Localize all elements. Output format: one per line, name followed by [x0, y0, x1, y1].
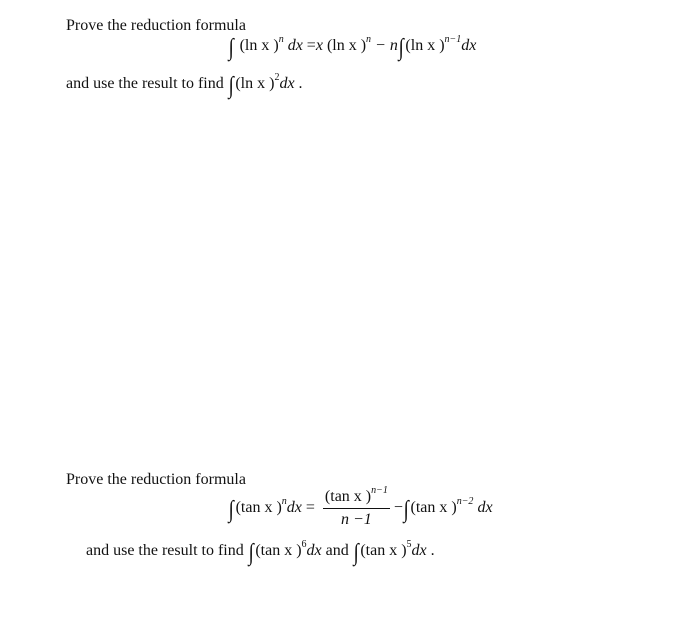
p1-int-dx: dx — [461, 37, 477, 54]
p2-int-power: n−2 — [456, 496, 474, 508]
integral-sign-icon: ∫ — [403, 497, 409, 524]
p1-lhs-power: n — [278, 34, 284, 45]
p2-fraction — [323, 485, 390, 529]
problem2-find-line — [86, 541, 435, 565]
p1-rhs-expr: (ln x ) — [326, 37, 367, 54]
p1-eq: = — [306, 37, 316, 54]
problem1-find-line — [66, 74, 303, 98]
p2-find1-expr: (tan x ) — [255, 542, 302, 559]
problem2-formula — [228, 485, 493, 529]
p1-find-math — [228, 74, 295, 98]
p1-find-dx: dx — [279, 75, 295, 92]
p2-num-power: n−1 — [371, 485, 388, 496]
p2-find2-power: 5 — [406, 539, 412, 550]
integral-sign-icon: ∫ — [398, 35, 404, 61]
p2-fraction-denominator: n −1 — [341, 511, 372, 528]
p2-fraction-numerator — [323, 485, 390, 509]
p1-minus-n: − n — [375, 37, 398, 54]
p1-rhs-coeff: x — [315, 37, 323, 54]
p2-int-expr: (tan x ) — [410, 499, 457, 517]
p2-find1-power: 6 — [301, 539, 307, 550]
p2-find1-math — [248, 541, 322, 565]
p1-find-text: and use the result to find — [66, 75, 224, 92]
p1-int-expr: (ln x ) — [405, 37, 445, 54]
p1-find-power: 2 — [274, 72, 280, 83]
integral-sign-icon: ∫ — [228, 73, 234, 99]
p2-lhs-power: n — [281, 496, 287, 508]
p2-lhs-expr: (tan x ) — [235, 499, 282, 517]
p2-find2-expr: (tan x ) — [360, 542, 407, 559]
integral-sign-icon: ∫ — [228, 497, 234, 524]
problem1-title: Prove the reduction formula — [66, 17, 246, 34]
p2-find1-dx: dx — [306, 542, 322, 559]
problem2-title: Prove the reduction formula — [66, 471, 246, 488]
integral-sign-icon: ∫ — [248, 540, 254, 566]
p2-find-end: . — [430, 542, 435, 559]
p2-num-expr: (tan x ) — [324, 488, 372, 505]
p2-eq: = — [305, 499, 315, 517]
p1-int-power: n−1 — [444, 34, 462, 45]
p1-find-end: . — [298, 75, 303, 92]
p2-lhs-dx: dx — [286, 499, 302, 517]
p2-find2-dx: dx — [411, 542, 427, 559]
problem1-formula — [228, 36, 476, 60]
integral-sign-icon: ∫ — [353, 540, 359, 566]
integral-sign-icon: ∫ — [228, 35, 234, 61]
p2-minus: − — [393, 499, 403, 517]
p2-int-dx: dx — [477, 499, 493, 517]
p2-and-text: and — [325, 542, 349, 559]
p1-lhs-dx: dx — [287, 37, 303, 54]
p1-lhs-expr: (ln x ) — [239, 37, 279, 54]
p2-find2-math — [353, 541, 427, 565]
p1-rhs-power: n — [366, 34, 372, 45]
p1-find-expr: (ln x ) — [235, 75, 275, 92]
p2-find-text: and use the result to find — [86, 542, 244, 559]
